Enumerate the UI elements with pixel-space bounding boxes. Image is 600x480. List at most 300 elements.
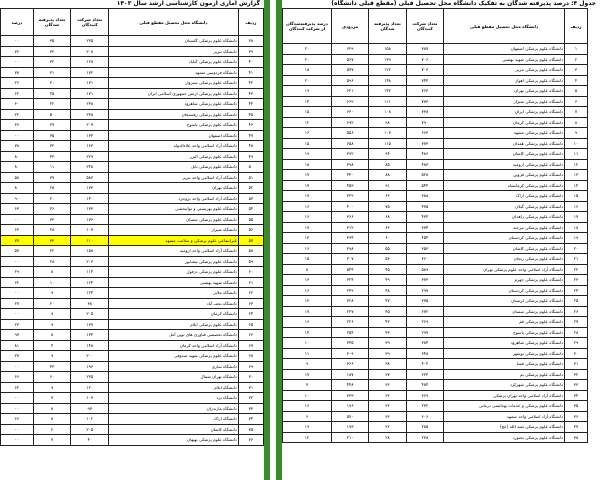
right-table-cell: ۱۴ xyxy=(283,327,332,338)
left-table-cell: دانشگاه علوم پزشکی بهبهان xyxy=(109,435,239,446)
left-table-cell: ۸ xyxy=(33,267,71,278)
right-table-cell: ۷۸۷ xyxy=(406,44,443,55)
left-table-cell: ۰۰ xyxy=(1,214,34,225)
left-table-cell: ۵۸ xyxy=(1,172,34,183)
left-table-cell: ۱۲۰ xyxy=(71,382,109,393)
right-table-cell: ۳۷ xyxy=(369,369,406,380)
right-table-row xyxy=(283,201,588,212)
right-table-cell: ۶ xyxy=(283,411,332,422)
right-table-cell: ۱۰ xyxy=(283,390,332,401)
left-table-cell: ۵۲ xyxy=(238,183,263,194)
right-table-cell: ۳۳ xyxy=(565,380,588,391)
right-table-row xyxy=(283,369,588,380)
right-table-cell: ۱۴ xyxy=(565,180,588,191)
right-table-cell: ۶۲ xyxy=(369,222,406,233)
left-table-row xyxy=(1,214,264,225)
left-table-cell: ۳۲ xyxy=(33,141,71,152)
right-table-cell: ۴۳ xyxy=(369,317,406,328)
right-table-cell: ۶۹۲ xyxy=(331,117,368,128)
right-table-cell: دانشگاه علوم پزشکی زنجان xyxy=(444,254,565,265)
left-table-cell: ۶۳ xyxy=(1,204,34,215)
right-table-cell: ۶ xyxy=(565,96,588,107)
right-table-cell: دانشگاه علوم پزشکی لرستان xyxy=(444,296,565,307)
right-table-row xyxy=(283,117,588,128)
right-table-cell: ۲۷ xyxy=(565,317,588,328)
right-table-cell: ۳۲۴ xyxy=(331,275,368,286)
right-table-row xyxy=(283,212,588,223)
right-table-cell: ۵۵۶ xyxy=(331,128,368,139)
right-table-cell: ۲۳ xyxy=(565,275,588,286)
right-table-cell: ۴۳ xyxy=(369,327,406,338)
right-table-cell: ۵۷۰ xyxy=(331,411,368,422)
right-table-row xyxy=(283,327,588,338)
left-table-cell: ۱۷۶ xyxy=(71,214,109,225)
left-table-cell: دانشگاه علوم پزشکی ارتش جمهوری اسلامی ایران xyxy=(109,88,239,99)
left-table-cell: ۰۰ xyxy=(1,256,34,267)
right-table-row xyxy=(283,233,588,244)
right-table-cell: دانشگاه علوم پزشکی بوشهر xyxy=(444,348,565,359)
left-table-cell: ۷۳ xyxy=(238,403,263,414)
right-table-cell: ۳۶ xyxy=(369,390,406,401)
right-table-cell: ۴ xyxy=(565,75,588,86)
right-column-header: تعداد پذیرفته شدگان xyxy=(369,9,406,44)
right-table-cell: دانشگاه علوم پزشکی جهرم xyxy=(444,275,565,286)
right-table-row xyxy=(283,275,588,286)
right-table-cell: ۲۰ xyxy=(565,243,588,254)
right-table-cell: ۴۰۴ xyxy=(406,359,443,370)
right-table-cell: ۱۶ xyxy=(283,285,332,296)
left-column-header: تعداد شرکت کنندگان xyxy=(71,9,109,36)
left-column-header: تعداد پذیرفته شدگان xyxy=(33,9,71,36)
left-table-cell: ۶۳ xyxy=(238,298,263,309)
left-table-row xyxy=(1,67,264,78)
right-table-cell: ۷۳۸ xyxy=(406,107,443,118)
right-table-cell: ۴۸۴ xyxy=(406,380,443,391)
right-table-cell: دانشگاه علوم پزشکی اصفهان xyxy=(444,44,565,55)
right-table-row xyxy=(283,170,588,181)
left-table-cell: ۸ xyxy=(33,330,71,341)
left-table-cell: دانشگاه اصفهان xyxy=(109,130,239,141)
left-table-cell: ۴۰ xyxy=(71,435,109,446)
left-table-row xyxy=(1,340,264,351)
left-column-header: درصد xyxy=(1,9,34,36)
right-table-cell: ۵۹۶ xyxy=(331,75,368,86)
right-table-row xyxy=(283,285,588,296)
right-table-cell: دانشگاه علوم پزشکی اراک xyxy=(444,191,565,202)
left-table-row xyxy=(1,57,264,68)
right-table-cell: ۳۲۸ xyxy=(331,296,368,307)
right-table-cell: ۱۹۶ xyxy=(331,401,368,412)
right-table-row xyxy=(283,149,588,160)
right-table-cell: ۵۸۹ xyxy=(406,264,443,275)
right-table-cell: ۷۶۳ xyxy=(406,86,443,97)
right-table-cell: دانشگاه علوم پزشکی کاشان xyxy=(444,243,565,254)
right-table-row xyxy=(283,264,588,275)
left-table-cell: ۶۰ xyxy=(33,372,71,383)
right-table-cell: ۲۹۸ xyxy=(331,243,368,254)
left-table-row xyxy=(1,414,264,425)
left-table-cell: دانشگاه علوم پزشکی شاهرود xyxy=(109,99,239,110)
left-table-row xyxy=(1,46,264,57)
right-table-cell: ۳۱ xyxy=(565,359,588,370)
right-table-cell: ۲۴ xyxy=(565,285,588,296)
left-table-cell: ۱۳۴ xyxy=(71,130,109,141)
left-table-cell: ۹ xyxy=(33,309,71,320)
left-table-cell: ۴۲ xyxy=(238,78,263,89)
left-table-cell: ۲۲ xyxy=(33,99,71,110)
right-page-title: جدول ۴: درصد پذیرفته شدگان به تفکیک دانشگاه محل تحصیل قبلی (مقطع قبلی دانشگاه) xyxy=(331,0,596,7)
left-table-cell: ۴۴ xyxy=(238,99,263,110)
right-table-cell: ۹۲ xyxy=(369,422,406,433)
left-table-row xyxy=(1,172,264,183)
right-column-header: دانشگاه محل تحصیل مقطع قبلی xyxy=(444,9,565,44)
left-table-row xyxy=(1,277,264,288)
left-table-cell: ۹۷ xyxy=(71,403,109,414)
right-table-row xyxy=(283,191,588,202)
right-table-cell: ۳۶ xyxy=(369,380,406,391)
left-table-row xyxy=(1,141,264,152)
right-table-row xyxy=(283,65,588,76)
right-table-cell: ۲۳۲ xyxy=(406,401,443,412)
right-table-cell: ۳۹۴ xyxy=(331,233,368,244)
left-table-cell: دانشگاه علوم پزشکی یاسوج xyxy=(109,120,239,131)
left-table-cell: ۳۷ xyxy=(33,172,71,183)
left-table-cell: ۸۱ xyxy=(1,340,34,351)
right-table-cell: ۱۵ xyxy=(283,107,332,118)
right-table-cell: دانشگاه علوم پزشکی گیلان xyxy=(444,201,565,212)
left-table-row xyxy=(1,435,264,446)
right-table-cell: ۲۰ xyxy=(283,44,332,55)
right-table-cell: دانشگاه علوم پزشکی شهرکرد xyxy=(444,380,565,391)
right-table-cell: ۲۰ xyxy=(283,54,332,65)
right-table-cell: ۷ xyxy=(283,380,332,391)
right-table-cell: ۲۱۰ xyxy=(331,432,368,443)
left-table-row xyxy=(1,193,264,204)
left-table-row xyxy=(1,183,264,194)
right-table-cell: ۴۹ xyxy=(369,275,406,286)
right-table-cell: ۵۴۴ xyxy=(331,264,368,275)
left-table-cell: ۲۵ xyxy=(33,88,71,99)
right-table-cell: ۶۶۲ xyxy=(331,96,368,107)
right-table-cell: ۳۷۴ xyxy=(406,222,443,233)
right-table-cell: ۱۰۷ xyxy=(369,128,406,139)
left-table-cell: ۳۲ xyxy=(33,57,71,68)
left-table-cell: ۵۶ xyxy=(238,225,263,236)
right-table-cell: ۴۸۳ xyxy=(406,159,443,170)
left-table-cell: ۱۷۱ xyxy=(71,78,109,89)
right-table-cell: ۸ xyxy=(283,264,332,275)
left-table-row xyxy=(1,319,264,330)
left-table-cell: ۷۷ xyxy=(1,235,34,246)
right-table-row xyxy=(283,96,588,107)
left-table-cell: ۶۵ xyxy=(238,319,263,330)
left-stats-table xyxy=(0,8,264,446)
right-table-cell: دانشگاه علوم پزشکی کاشان xyxy=(444,149,565,160)
left-table-cell: ۶۲ xyxy=(1,277,34,288)
right-table-cell: ۳۹ xyxy=(369,348,406,359)
left-table-cell: ۱۵۸ xyxy=(71,246,109,257)
left-table-cell: دانشگاه تخصصی فناوری های نوین آمل xyxy=(109,330,239,341)
right-table-row xyxy=(283,306,588,317)
right-table-cell: ۴۳۴ xyxy=(406,212,443,223)
right-document-page xyxy=(276,0,600,480)
left-table-cell: ۵۹ xyxy=(238,256,263,267)
left-table-cell: دانشگاه آزاد اسلامی واحد کرمان xyxy=(109,340,239,351)
left-table-cell: ۴۶ xyxy=(238,120,263,131)
left-table-cell: ۱۳۴ xyxy=(71,330,109,341)
left-page-title: گزارش آماری آزمون کارشناسی ارشد سال ۱۴۰۳ xyxy=(116,0,260,7)
left-table-cell: ۷۱ xyxy=(238,382,263,393)
right-table-cell: ۴۵ xyxy=(369,264,406,275)
right-table-cell: دانشگاه علوم پزشکی بقیه الله (عج) xyxy=(444,422,565,433)
right-table-cell: ۱۶ xyxy=(283,212,332,223)
right-table-cell: ۳۸۸ xyxy=(406,191,443,202)
left-table-cell: ۰۰ xyxy=(1,57,34,68)
right-table-row xyxy=(283,390,588,401)
left-table-cell: ۷۵ xyxy=(238,424,263,435)
left-table-cell: دانشگاه آزاد اسلامی واحد تبریز xyxy=(109,172,239,183)
right-column-header: ردیف xyxy=(565,9,588,44)
left-table-row xyxy=(1,403,264,414)
right-table-row xyxy=(283,138,588,149)
right-table-cell: ۱۷ xyxy=(565,212,588,223)
left-table-row xyxy=(1,298,264,309)
left-table-row xyxy=(1,109,264,120)
left-table-cell: ۵۱ xyxy=(238,172,263,183)
right-table-cell: ۱۴ xyxy=(283,96,332,107)
right-table-cell: ۵۳ xyxy=(369,254,406,265)
right-table-row xyxy=(283,180,588,191)
left-table-cell: ۵۰ xyxy=(238,162,263,173)
left-table-cell: ۹۰ xyxy=(1,193,34,204)
right-table-cell: ۹۴ xyxy=(369,149,406,160)
left-table-cell: ۰۰ xyxy=(1,403,34,414)
left-table-cell: ۸۰ xyxy=(1,162,34,173)
right-table-row xyxy=(283,44,588,55)
right-table-cell: ۳۶۹ xyxy=(406,390,443,401)
right-table-cell: ۲۶ xyxy=(565,306,588,317)
left-table-cell: ۲۲۹ xyxy=(71,151,109,162)
left-table-cell: دانشگاه فردوسی مشهد xyxy=(109,67,239,78)
left-table-cell: ۴۰ xyxy=(238,57,263,68)
left-table-cell: ۱۳۷ xyxy=(71,319,109,330)
right-table-row xyxy=(283,359,588,370)
left-table-row xyxy=(1,120,264,131)
left-table-cell: دانشگاه تهران شمال xyxy=(109,372,239,383)
right-table-cell: دانشگاه علوم پزشکی سمنان xyxy=(444,306,565,317)
right-table-cell: ۱۶ xyxy=(283,201,332,212)
right-table-cell: ۲۲۴ xyxy=(406,369,443,380)
right-table-row xyxy=(283,317,588,328)
left-table-cell: ۳۳ xyxy=(33,235,71,246)
left-table-row xyxy=(1,162,264,173)
right-table-cell: ۳۸ xyxy=(369,359,406,370)
right-table-cell: ۱۴۸ xyxy=(369,75,406,86)
left-table-cell: ۶۱ xyxy=(238,277,263,288)
right-table-cell: ۹۱ xyxy=(369,180,406,191)
right-table-cell: ۳۹ xyxy=(369,338,406,349)
left-table-cell: دانشگاه علوم بهزیستی و توانبخشی xyxy=(109,204,239,215)
right-table-cell: دانشگاه علوم پزشکی یاسوج xyxy=(444,327,565,338)
left-table-cell: غیرانتفاعی علوم پزشکی و سلامت مشهد xyxy=(109,235,239,246)
left-table-cell: ۷ xyxy=(33,393,71,404)
right-table-cell: دانشگاه علوم پزشکی قزوین xyxy=(444,170,565,181)
right-table-cell: ۱۲ xyxy=(283,432,332,443)
left-table-cell: ۶۰ xyxy=(238,267,263,278)
left-table-row xyxy=(1,309,264,320)
right-table-cell: ۴۸۶ xyxy=(406,149,443,160)
left-table-cell: ۲۰۷ xyxy=(71,120,109,131)
right-column-header: درصد پذیرفته‌شدگان از شرکت کنندگان xyxy=(283,9,332,44)
right-table-row xyxy=(283,380,588,391)
right-table-cell: ۳۰۹ xyxy=(331,348,368,359)
right-table-cell: ۱۳ xyxy=(283,275,332,286)
right-table-cell: ۹ xyxy=(565,128,588,139)
left-table-row xyxy=(1,424,264,435)
right-table-cell: ۷۹۰ xyxy=(406,117,443,128)
left-table-cell: ۱۲۸ xyxy=(71,57,109,68)
left-table-cell: ۵۷ xyxy=(1,246,34,257)
left-table-cell: ۴ xyxy=(33,340,71,351)
left-table-cell: ۵۸ xyxy=(238,246,263,257)
right-table-cell: ۱۵ xyxy=(283,254,332,265)
left-table-cell: دانشگاه اراک xyxy=(109,414,239,425)
left-table-cell: دانشگاه تهران xyxy=(109,183,239,194)
left-table-cell: ۱۲۴ xyxy=(71,288,109,299)
right-table-cell: ۱۸ xyxy=(565,222,588,233)
left-table-cell: ۲۸ xyxy=(33,183,71,194)
left-table-cell: ۲۰۳ xyxy=(71,256,109,267)
left-table-cell: ۹ xyxy=(33,382,71,393)
left-document-page xyxy=(0,0,270,480)
left-table-cell: ۲۸ xyxy=(33,225,71,236)
left-table-cell: ۳۵ xyxy=(33,130,71,141)
right-table-cell: ۳۸۴ xyxy=(406,338,443,349)
right-table-cell: ۳۳۳ xyxy=(331,390,368,401)
right-table-cell: دانشگاه آزاد اسلامی واحد علوم پزشکی تهران xyxy=(444,264,565,275)
left-table-cell: ۱۱۰ xyxy=(71,235,109,246)
left-table-cell: ۱۲۴ xyxy=(71,277,109,288)
right-table-cell: ۱۶ xyxy=(283,128,332,139)
right-stats-table xyxy=(282,8,588,443)
left-table-cell: ۲۷ xyxy=(1,351,34,362)
right-table-cell: ۷۰۶ xyxy=(406,54,443,65)
right-table-cell: ۳۴ xyxy=(565,390,588,401)
left-table-cell: ۸ xyxy=(33,403,71,414)
right-table-cell: ۷ xyxy=(565,107,588,118)
left-table-cell: ۶۸ xyxy=(238,351,263,362)
right-table-cell: ۲۲۷ xyxy=(331,306,368,317)
right-table-cell: ۱۷ xyxy=(283,170,332,181)
right-table-cell: دانشگاه علوم پزشکی شهید بهشتی xyxy=(444,54,565,65)
left-table-cell: ۶۲ xyxy=(1,88,34,99)
left-table-cell: ۲۰۸ xyxy=(71,46,109,57)
left-table-cell: ۶۳ xyxy=(1,225,34,236)
left-table-cell: ۷۸ xyxy=(1,67,34,78)
right-table-row xyxy=(283,296,588,307)
right-table-row xyxy=(283,254,588,265)
right-table-cell: ۱ xyxy=(565,44,588,55)
left-table-cell: ۲۷ xyxy=(1,298,34,309)
right-table-cell: دانشگاه علوم پزشکی کرمان xyxy=(444,117,565,128)
right-table-cell: ۲۷۲ xyxy=(406,306,443,317)
left-table-row xyxy=(1,288,264,299)
right-table-cell: ۶۸ xyxy=(369,212,406,223)
left-table-row xyxy=(1,204,264,215)
left-table-row xyxy=(1,151,264,162)
left-table-cell: دانشگاه علوم پزشکی شهید صدوقی xyxy=(109,351,239,362)
right-table-cell: ۱۲۶ xyxy=(369,65,406,76)
right-table-row xyxy=(283,75,588,86)
right-table-cell: ۶۰ xyxy=(369,233,406,244)
left-table-cell: ۶۶ xyxy=(1,414,34,425)
left-table-row xyxy=(1,330,264,341)
left-table-cell: ۲۳۵ xyxy=(71,372,109,383)
left-table-cell: ۳۰ xyxy=(1,99,34,110)
right-table-cell: ۱۵ xyxy=(565,191,588,202)
right-table-cell: ۱۲ xyxy=(283,117,332,128)
right-table-cell: ۲۶۹ xyxy=(406,317,443,328)
left-table-cell: ۱۱ xyxy=(33,162,71,173)
left-table-cell: دانشگاه ایلام xyxy=(109,382,239,393)
right-table-cell: ۳۱۲ xyxy=(331,222,368,233)
right-table-row xyxy=(283,86,588,97)
right-table-cell: ۳۶ xyxy=(565,411,588,422)
left-table-cell: ۳۸ xyxy=(238,36,263,47)
left-table-cell: ۱۷۱ xyxy=(71,88,109,99)
left-table-cell: ۳۰ xyxy=(33,78,71,89)
right-table-cell: ۳۹۲ xyxy=(331,149,368,160)
right-table-cell: دانشگاه علوم پزشکی شیراز xyxy=(444,96,565,107)
right-table-cell: دانشگاه علوم پزشکی شاهرود xyxy=(444,338,565,349)
left-table-cell: ۵۴ xyxy=(238,204,263,215)
right-table-cell: ۳۸ xyxy=(565,432,588,443)
right-table-cell: ۷۷۳ xyxy=(406,96,443,107)
left-table-cell: ۱۹۶ xyxy=(71,361,109,372)
left-table-row xyxy=(1,351,264,362)
left-table-cell: ۲۳۸ xyxy=(71,99,109,110)
right-table-cell: ۶۲۹ xyxy=(331,44,368,55)
left-table-cell: ۴۳ xyxy=(33,151,71,162)
right-table-row xyxy=(283,222,588,233)
right-table-cell: ۱۳ xyxy=(283,233,332,244)
left-table-cell: ۲۰ xyxy=(33,193,71,204)
right-table-row xyxy=(283,54,588,65)
left-table-cell: ۱۰۷ xyxy=(71,393,109,404)
left-table-cell: ۶۷ xyxy=(238,340,263,351)
left-table-cell: دانشگاه آزاد اسلامی واحد علاءالدوله xyxy=(109,141,239,152)
right-table-cell: دانشگاه علوم پزشکی بیرجند xyxy=(444,222,565,233)
left-table-cell: ۲۲ xyxy=(1,109,34,120)
right-table-cell: دانشگاه علوم پزشکی ایران xyxy=(444,107,565,118)
left-table-cell: ۷۰ xyxy=(238,372,263,383)
left-table-cell: ۵۸۳ xyxy=(71,172,109,183)
left-table-cell: ۳۳ xyxy=(33,214,71,225)
right-table-cell: ۱۰ xyxy=(283,338,332,349)
right-table-cell: ۱۱ xyxy=(565,149,588,160)
left-table-cell: ۲۰۵ xyxy=(71,424,109,435)
left-table-cell: ۱۰۷ xyxy=(71,225,109,236)
right-table-row xyxy=(283,401,588,412)
right-table-cell: ۷۷۳ xyxy=(406,138,443,149)
left-table-cell: دانشگاه مازندران xyxy=(109,403,239,414)
right-table-row xyxy=(283,338,588,349)
left-table-cell: ۵۵ xyxy=(238,214,263,225)
right-table-cell: ۶۳۰ xyxy=(331,107,368,118)
right-table-cell: ۱۹ xyxy=(283,149,332,160)
left-table-row xyxy=(1,382,264,393)
right-table-cell: ۱۷ xyxy=(283,191,332,202)
